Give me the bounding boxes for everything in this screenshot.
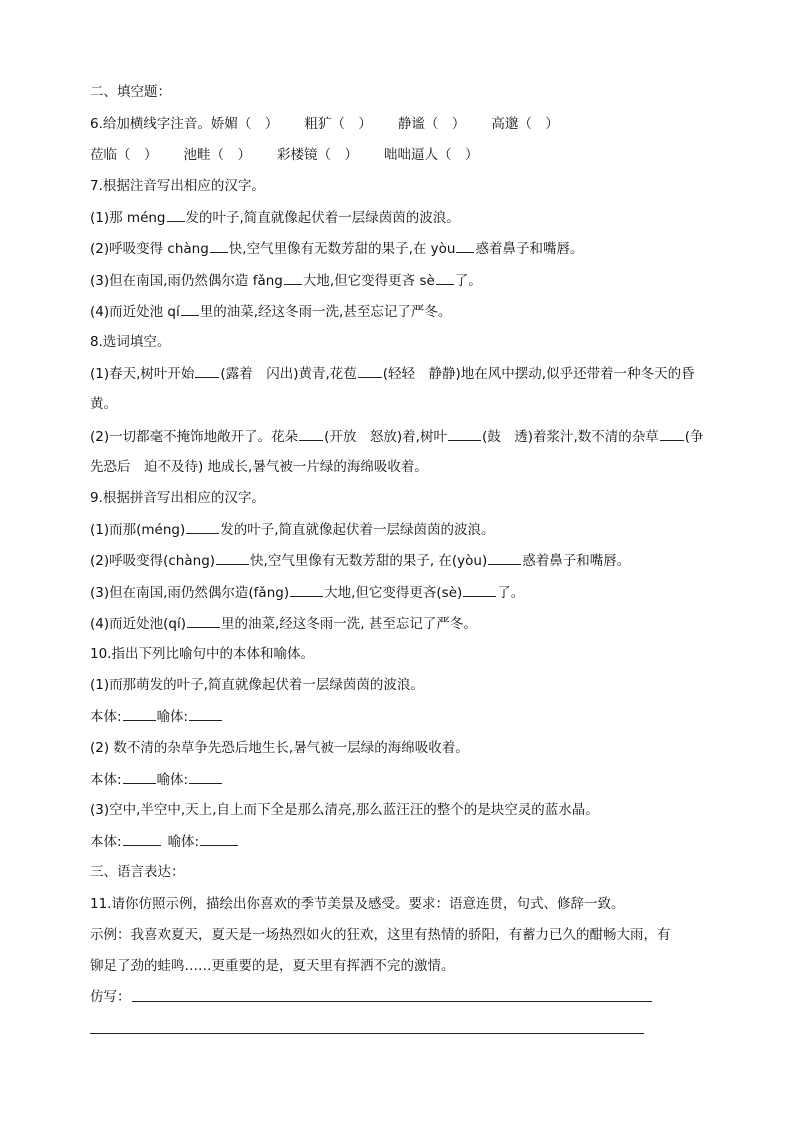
answer-blank[interactable] — [195, 363, 219, 378]
q7-l3-mid: 大地,但它变得更吝 sè — [302, 273, 435, 289]
yuti-label: 喻体: — [156, 772, 189, 788]
answer-blank[interactable] — [488, 550, 521, 565]
q6-item-4: 高邈（ ） — [491, 116, 559, 132]
q6-item-1: 娇媚（ ） — [210, 116, 279, 132]
yuti-label: 喻体: — [167, 834, 200, 850]
q8-l2-b: (开放 怒放)着,树叶 — [324, 429, 447, 445]
answer-blank[interactable] — [123, 706, 156, 721]
answer-blank[interactable] — [456, 238, 474, 253]
q10-title: 10.指出下列比喻句中的本体和喻体。 — [90, 646, 314, 662]
answer-blank[interactable] — [216, 550, 249, 565]
q9-title: 9.根据拼音写出相应的汉字。 — [90, 490, 265, 506]
q10-sentence-3: (3)空中,半空中,天上,自上而下全是那么清亮,那么蓝汪汪的整个的是块空灵的蓝水晶。 — [90, 802, 599, 818]
q8-line-2-cont: 先恐后 迫不及待) 地成长,暑气被一片绿的海绵吸收着。 — [90, 459, 428, 475]
q9-line-2 — [90, 550, 710, 571]
q9-l4-pre: (4)而近处池(qí) — [90, 616, 186, 632]
q8-title: 8.选词填空。 — [90, 334, 171, 350]
q9-l3-mid: 大地,但它变得更吝(sè) — [324, 585, 463, 601]
benti-label: 本体: — [90, 772, 122, 788]
q7-title: 7.根据注音写出相应的汉字。 — [90, 178, 265, 194]
q6-item-8: 咄咄逼人（ ） — [384, 147, 479, 163]
q10-sentence-2: (2) 数不清的杂草争先恐后地生长,暑气被一层绿的海绵吸收着。 — [90, 740, 469, 756]
q7-line-2 — [90, 238, 710, 259]
q7-line-3 — [90, 270, 710, 291]
q8-line-1-cont: 黄。 — [90, 396, 117, 412]
q8-l2-c: (鼓 透)着浆汁,数不清的杂草 — [481, 429, 659, 445]
q6-item-2: 粗犷（ ） — [304, 116, 372, 132]
yuti-label: 喻体: — [156, 709, 189, 725]
answer-blank[interactable] — [123, 769, 156, 784]
q7-l1-pre: (1)那 méng — [90, 210, 166, 226]
q8-l1-b: (露着 闪出)黄青,花苞 — [220, 366, 357, 382]
q8-l2-a: (2)一切都毫不掩饰地敞开了。花朵 — [90, 429, 299, 445]
q9-l2-post: 惑着鼻子和嘴唇。 — [522, 553, 631, 569]
q8-l1-a: (1)春天,树叶开始 — [90, 366, 195, 382]
q8-line-2 — [90, 426, 710, 447]
q6-intro: 6.给加横线字注音。 — [90, 116, 211, 132]
q8-l2-d: (争 — [684, 429, 704, 445]
q10-sentence-1: (1)而那萌发的叶子,简直就像起伏着一层绿茵茵的波浪。 — [90, 677, 424, 693]
q6-item-3: 静谧（ ） — [397, 116, 466, 132]
answer-blank[interactable] — [290, 582, 323, 597]
q9-line-4 — [90, 613, 710, 634]
answer-blank[interactable] — [189, 706, 222, 721]
q7-l2-mid: 快,空气里像有无数芳甜的果子,在 yòu — [228, 241, 456, 257]
q9-l2-mid: 快,空气里像有无数芳甜的果子, 在(yòu) — [250, 553, 488, 569]
answer-blank[interactable] — [210, 238, 228, 253]
q7-l2-pre: (2)呼吸变得 chàng — [90, 241, 209, 257]
q7-l3-post: 了。 — [454, 273, 482, 289]
section-2-title: 二、填空题： — [90, 84, 171, 100]
q11-imitate-label: 仿写： — [90, 989, 131, 1005]
answer-blank[interactable] — [123, 831, 161, 846]
answer-blank[interactable] — [358, 363, 382, 378]
q6-item-6: 池畦（ ） — [183, 147, 251, 163]
q7-l2-post: 惑着鼻子和嘴唇。 — [475, 241, 584, 257]
q6-item-7: 彩楼镜（ ） — [277, 147, 358, 163]
q7-line-4 — [90, 301, 710, 322]
q9-l4-post: 里的油菜,经这冬雨一洗, 甚至忘记了严冬。 — [220, 616, 477, 632]
answer-blank[interactable] — [186, 519, 219, 534]
answer-line-1[interactable] — [132, 1001, 652, 1002]
q9-l1-pre: (1)而那(méng) — [90, 522, 186, 538]
q7-line-1 — [90, 207, 710, 228]
answer-blank[interactable] — [660, 426, 684, 441]
answer-blank[interactable] — [187, 613, 220, 628]
q9-line-3 — [90, 582, 710, 603]
q11-example-1: 示例：我喜欢夏天，夏天是一场热烈如火的狂欢，这里有热情的骄阳，有蓄力已久的酣畅大雨，有 — [90, 927, 671, 943]
answer-blank[interactable] — [448, 426, 481, 441]
q9-l2-pre: (2)呼吸变得(chàng) — [90, 553, 216, 569]
q8-l1-c: (轻轻 静静)地在风中摆动,似乎还带着一种冬天的昏 — [382, 366, 695, 382]
q10-answer-3 — [90, 831, 710, 852]
q11-title: 11.请你仿照示例，描绘出你喜欢的季节美景及感受。要求：语意连贯，句式、修辞一致。 — [90, 896, 625, 912]
q7-l3-pre: (3)但在南国,雨仍然偶尔造 fǎng — [90, 273, 283, 289]
q7-l4-post: 里的油菜,经这冬雨一洗,甚至忘记了严冬。 — [199, 304, 452, 320]
q6-item-5: 莅临（ ） — [90, 147, 158, 163]
answer-blank[interactable] — [284, 270, 302, 285]
answer-blank[interactable] — [463, 582, 496, 597]
q9-line-1 — [90, 519, 710, 540]
benti-label: 本体: — [90, 834, 122, 850]
answer-blank[interactable] — [436, 270, 454, 285]
q6-line-2 — [90, 145, 710, 165]
section-3-title: 三、语言表达： — [90, 864, 185, 880]
q9-l3-pre: (3)但在南国,雨仍然偶尔造(fǎng) — [90, 585, 290, 601]
q7-l1-post: 发的叶子,简直就像起伏着一层绿茵茵的波浪。 — [185, 210, 460, 226]
answer-line-2[interactable] — [90, 1033, 644, 1034]
q9-l1-post: 发的叶子,简直就像起伏着一层绿茵茵的波浪。 — [220, 522, 495, 538]
answer-blank[interactable] — [200, 831, 238, 846]
answer-blank[interactable] — [189, 769, 222, 784]
q6-line-1 — [90, 114, 710, 134]
answer-blank[interactable] — [167, 207, 185, 222]
q10-answer-2 — [90, 769, 710, 790]
q9-l3-post: 了。 — [497, 585, 525, 601]
q10-answer-1 — [90, 706, 710, 727]
q7-l4-pre: (4)而近处池 qí — [90, 304, 180, 320]
q8-line-1 — [90, 363, 710, 384]
q11-example-2: 铆足了劲的蛙鸣……更重要的是，夏天里有挥洒不完的激情。 — [90, 958, 455, 974]
benti-label: 本体: — [90, 709, 122, 725]
answer-blank[interactable] — [181, 301, 199, 316]
answer-blank[interactable] — [299, 426, 323, 441]
